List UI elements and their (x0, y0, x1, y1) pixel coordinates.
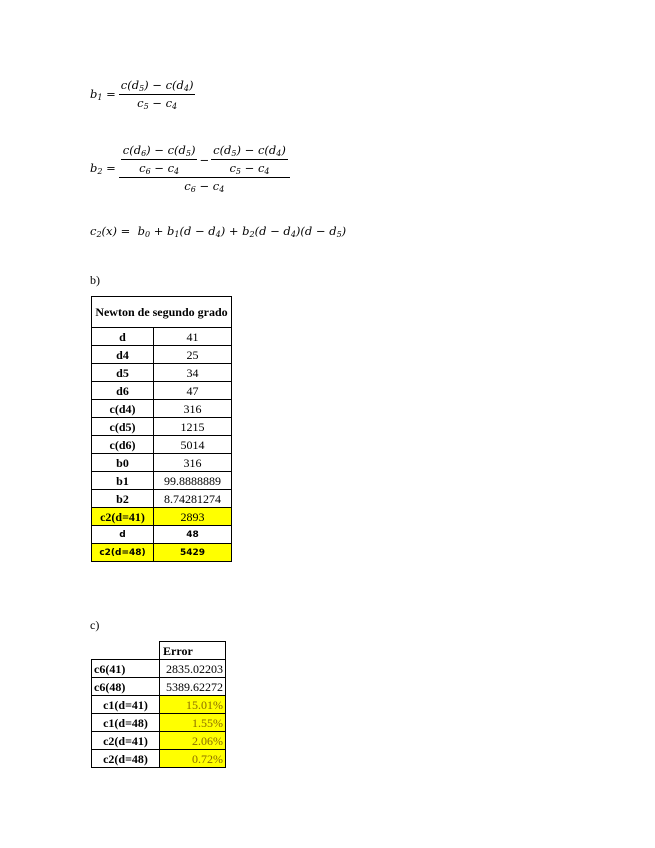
row-key: b1 (92, 472, 154, 490)
row-value: 2835.02203 (160, 660, 226, 678)
row-value: 99.8888889 (154, 472, 232, 490)
row-key: c6(41) (92, 660, 160, 678)
row-key: c(d5) (92, 418, 154, 436)
table-row (92, 400, 232, 418)
table-row (92, 678, 226, 696)
row-key: c2(d=41) (92, 508, 154, 526)
table-row (92, 696, 226, 714)
row-key: c1(d=48) (92, 714, 160, 732)
row-key: c(d4) (92, 400, 154, 418)
newton-table-header-row (92, 297, 232, 328)
equation-c2: $c_2(x) = b_0 + b_1(d - d_4) + b_2(d - d_4)(d - d_5)$ (90, 224, 347, 239)
row-key: c2(d=41) (92, 732, 160, 750)
row-key: d5 (92, 364, 154, 382)
row-value: 47 (154, 382, 232, 400)
section-b-label: b) (90, 273, 100, 287)
row-key: c2(d=48) (92, 544, 154, 562)
row-value: 0.72% (160, 750, 226, 768)
section-c-label: c) (90, 618, 100, 632)
row-key: c(d6) (92, 436, 154, 454)
error-table-header-row (92, 642, 226, 660)
row-key: d6 (92, 382, 154, 400)
table-row (92, 418, 232, 436)
row-value: 5389.62272 (160, 678, 226, 696)
row-value: 316 (154, 454, 232, 472)
row-key: c1(d=41) (92, 696, 160, 714)
row-value: 41 (154, 328, 232, 346)
row-key: d (92, 328, 154, 346)
row-key: d (92, 526, 154, 544)
table-row-highlighted (92, 544, 232, 562)
row-value: 8.74281274 (154, 490, 232, 508)
row-value: 1215 (154, 418, 232, 436)
table-row (92, 328, 232, 346)
row-value: 2.06% (160, 732, 226, 750)
table-row (92, 346, 232, 364)
row-value: 48 (154, 526, 232, 544)
equation-b2: $b_2$ = $\frac{c(d_6) - c(d_5)}{c_6 - c_4}$ − $\frac{c(d_5) - c(d_4)}{c_5 - c_4}$ $c_6 - c_4$ (90, 143, 290, 194)
table-row (92, 750, 226, 768)
newton-table-header: Newton de segundo grado (92, 297, 232, 328)
row-value: 316 (154, 400, 232, 418)
row-value: 5014 (154, 436, 232, 454)
row-value: 15.01% (160, 696, 226, 714)
row-value: 34 (154, 364, 232, 382)
row-value: 5429 (154, 544, 232, 562)
table-row (92, 364, 232, 382)
row-key: c6(48) (92, 678, 160, 696)
table-row (92, 472, 232, 490)
newton-table (91, 296, 232, 562)
table-row (92, 660, 226, 678)
table-row (92, 490, 232, 508)
equation-b1: $b_1$ = $\frac{c(d_5) - c(d_4)}{c_5 - c_4}$ (90, 78, 194, 111)
row-value: 25 (154, 346, 232, 364)
table-row (92, 714, 226, 732)
table-row (92, 436, 232, 454)
row-key: c2(d=48) (92, 750, 160, 768)
error-table-header: Error (160, 642, 226, 660)
table-row (92, 454, 232, 472)
table-row-highlighted (92, 508, 232, 526)
table-row (92, 526, 232, 544)
row-key: b0 (92, 454, 154, 472)
row-value: 2893 (154, 508, 232, 526)
blank-cell (92, 642, 160, 660)
row-key: d4 (92, 346, 154, 364)
table-row (92, 382, 232, 400)
table-row (92, 732, 226, 750)
row-key: b2 (92, 490, 154, 508)
row-value: 1.55% (160, 714, 226, 732)
error-table (91, 641, 226, 768)
